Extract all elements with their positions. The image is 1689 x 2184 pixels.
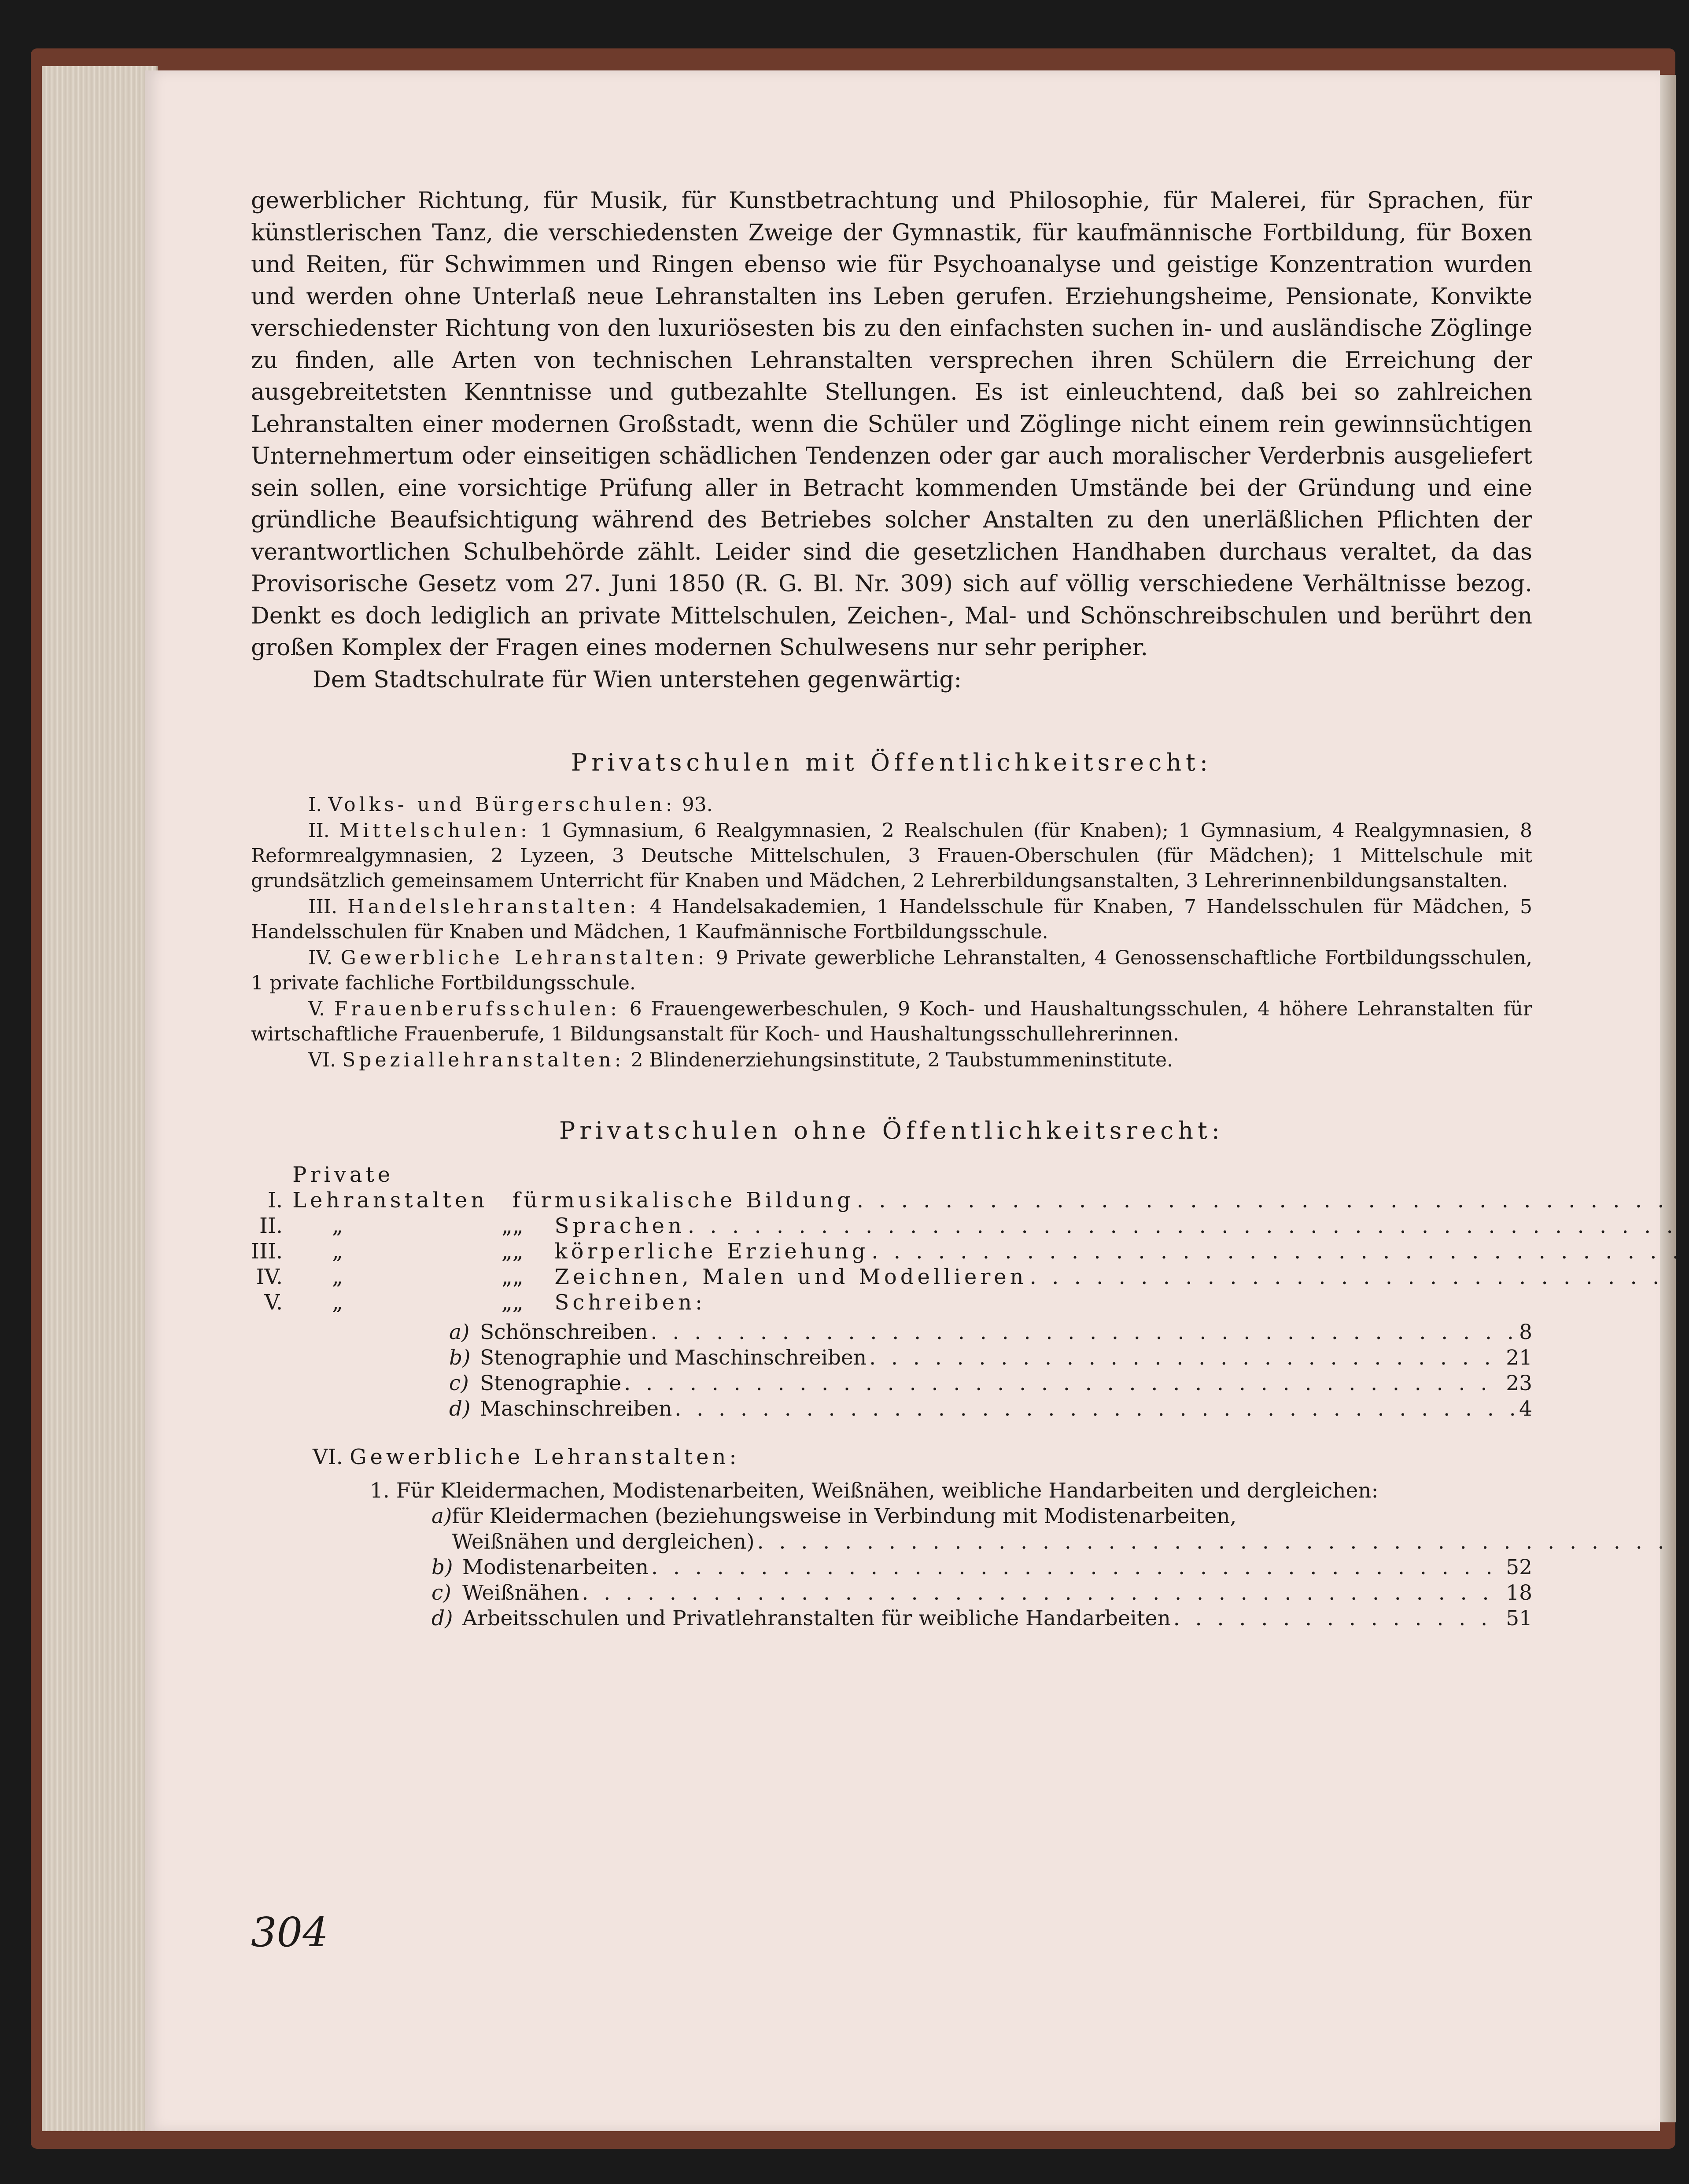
page-content bbox=[251, 185, 1532, 1631]
list-item: d) Arbeitsschulen und Privatlehranstalten für weibliche Handarbeiten . . . 51 bbox=[431, 1606, 1532, 1631]
section1-entry: II. Mittelschulen: 1 Gymnasium, 6 Realgymnasien, 2 Realschulen (für Knaben); 1 Gymnasium, 4 Realgymnasien, 8 Reformrealgymnasien, 2 Lyzeen, 3 Deutsche Mittelschulen, 3 Frauen-Oberschulen (für Mädchen); 1 Mittelschule mit grundsätzlich gemeinsamem Unterricht für Knaben und Mädchen, 2 Lehrerbildungsanstalten, 3 Lehrerinnenbildungsanstalten. bbox=[251, 819, 1532, 892]
list-item: c) Stenographie . . . 23 bbox=[449, 1371, 1532, 1396]
list-item: d) Maschinschreiben . . . 4 bbox=[449, 1396, 1532, 1422]
list-item: a) Schönschreiben . . . 8 bbox=[449, 1320, 1532, 1345]
table-row: III. „ „ „ körperliche Erziehung . . . bbox=[251, 1239, 1689, 1264]
section1-list bbox=[251, 792, 1532, 1073]
vi-sublist bbox=[431, 1504, 1532, 1631]
writing-sublist bbox=[449, 1320, 1532, 1422]
page-number: 304 bbox=[251, 1909, 328, 1956]
section1-heading: Privatschulen mit Öffentlichkeitsrecht: bbox=[571, 749, 1213, 776]
list-item: b) Modistenarbeiten . . . 52 bbox=[431, 1555, 1532, 1580]
section1-entry: IV. Gewerbliche Lehranstalten: 9 Private gewerbliche Lehranstalten, 4 Genossenschaftliche Fortbildungsschulen, 1 private fachliche Fortbildungsschule. bbox=[251, 947, 1533, 994]
table-row: IV. „ „ „ Zeichnen, Malen und Modellieren . . . bbox=[251, 1264, 1689, 1290]
body-paragraph: gewerblicher Richtung, für Musik, für Kunstbetrachtung und Philosophie, für Malerei, für Sprachen, für künstlerischen Tanz, die verschiedensten Zweige der Gymnastik, für kaufmännische Fortbildung, für Boxen und Reiten, für Schwimmen und Ringen ebenso wie für Psychoanalyse und geistige Konzentration wurden und werden ohne Unterlaß neue Lehranstalten ins Leben gerufen. Erziehungsheime, Pensionate, Konvikte verschiedenster Richtung von den luxuriösesten bis zu den einfachsten suchen in- und ausländische Zöglinge zu finden, alle Arten von technischen Lehranstalten versprechen ihren Schülern die Erreichung der ausgebreitetsten Kenntnisse und gutbezahlte Stellungen. Es ist einleuchtend, daß bei so zahlreichen Lehranstalten einer modernen Großstadt, wenn die Schüler und Zöglinge nicht einem rein gewinnsüchtigen Unternehmertum oder einseitigen schädlichen Tendenzen oder gar auch moralischer Verderbnis ausgeliefert sein sollen, eine vorsichtige Prüfung aller in Betracht kommenden Umstände bei der Gründung und eine gründliche Beaufsichtigung während des Betriebes solcher Anstalten zu den unerläßlichen Pflichten der verantwortlichen Schulbehörde zählt. Leider sind die gesetzlichen Handhaben durchaus veraltet, da das Provisorische Gesetz vom 27. Juni 1850 (R. G. Bl. Nr. 309) sich auf völlig verschiedene Verhältnisse bezog. Denkt es doch lediglich an private Mittelschulen, Zeichen-, Mal- und Schönschreibschulen und berührt den großen Komplex der Fragen eines modernen Schulwesens nur sehr peripher. bbox=[251, 188, 1532, 661]
section1-entry: III. Handelslehranstalten: 4 Handelsakademien, 1 Handelsschule für Knaben, 7 Handelsschulen für Mädchen, 5 Handelsschulen für Knaben und Mädchen, 1 Kaufmännische Fortbildungsschule. bbox=[251, 896, 1532, 943]
section1-entry: I. Volks- und Bürgerschulen: 93. bbox=[308, 793, 713, 816]
section1-entry: VI. Speziallehranstalten: 2 Blindenerziehungsinstitute, 2 Taubstummeninstitute. bbox=[308, 1049, 1173, 1071]
right-page-edge bbox=[1660, 75, 1676, 2122]
section-vi-heading: VI. Gewerbliche Lehranstalten: bbox=[313, 1445, 740, 1469]
section1-entry: V. Frauenberufsschulen: 6 Frauengewerbeschulen, 9 Koch- und Haushaltungsschulen, 4 höhere Lehranstalten für wirtschaftliche Frauenberufe, 1 Bildungsanstalt für Koch- und Haushaltungsschullehrerinnen. bbox=[251, 998, 1533, 1045]
list-item: a) für Kleidermachen (beziehungsweise in Verbindung mit Modistenarbeiten, Weißnähen und dergleichen) . . . bbox=[431, 1504, 1532, 1555]
section2-heading: Privatschulen ohne Öffentlichkeitsrecht: bbox=[559, 1117, 1224, 1144]
list-item: c) Weißnähen . . . 18 bbox=[431, 1580, 1532, 1606]
page-edges bbox=[42, 66, 158, 2131]
point-1: 1. Für Kleidermachen, Modistenarbeiten, Weißnähen, weibliche Handarbeiten und dergleichen: bbox=[370, 1479, 1379, 1503]
table-row: V. „ „ „ Schreiben: bbox=[264, 1290, 706, 1315]
table-row: II. „ „ „ Sprachen . . . bbox=[251, 1213, 1689, 1239]
table-row: I. Private Lehranstalten für musikalische Bildung . . . bbox=[251, 1162, 1689, 1213]
intro-line: Dem Stadtschulrate für Wien unterstehen gegenwärtig: bbox=[313, 666, 962, 693]
section2-table bbox=[251, 1162, 1689, 1315]
list-item: b) Stenographie und Maschinschreiben . . . 21 bbox=[449, 1345, 1532, 1371]
